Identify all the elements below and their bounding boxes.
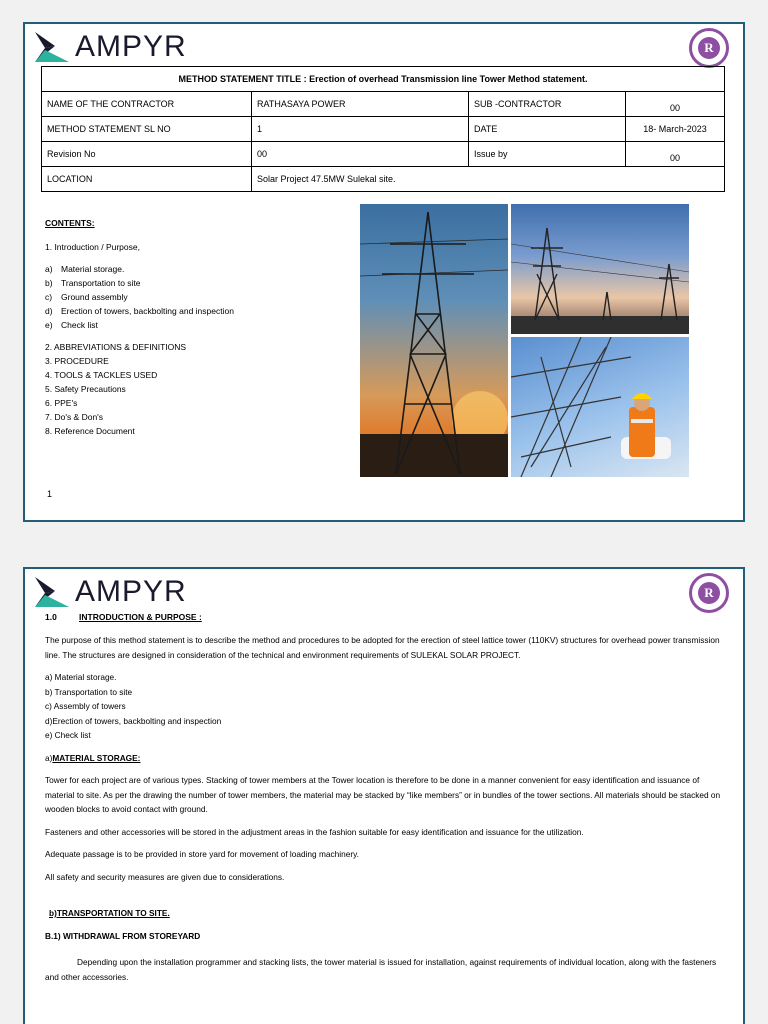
- list-item: a) Material storage.: [45, 264, 125, 274]
- list-item: c) Assembly of towers: [45, 701, 126, 711]
- table-cell: LOCATION: [42, 167, 252, 192]
- list-item: 7. Do's & Don's: [45, 412, 104, 422]
- tower-sunset-photo: [360, 204, 508, 477]
- list-item: e) Check list: [45, 730, 91, 740]
- table-cell: 00: [252, 142, 469, 167]
- ampyr-logo: [33, 29, 187, 65]
- transportation-heading: b)TRANSPORTATION TO SITE.: [49, 908, 170, 918]
- material-paragraph-2: Fasteners and other accessories will be stored in the adjustment areas in the fashion suitable for easy identification and issuance for the utilization.: [45, 826, 584, 837]
- towers-dusk-photo: [511, 204, 689, 334]
- seal-letter: R: [698, 37, 720, 59]
- list-item: a) Material storage.: [45, 672, 117, 682]
- list-item: 5. Safety Precautions: [45, 384, 126, 394]
- table-cell: Solar Project 47.5MW Sulekal site.: [252, 167, 725, 192]
- document-page-1: [23, 22, 745, 522]
- document-page-2: [23, 567, 745, 1024]
- purpose-paragraph: The purpose of this method statement is to describe the method and procedures to be adopted for the erection of steel lattice tower (110KV) structures for overhead power transmission line. The structures are designed in consideration of the technical and environment requirements of SULEKAL SOLAR PROJECT.: [45, 635, 720, 660]
- engineer-tower-photo: [511, 337, 689, 477]
- material-paragraph-1: Tower for each project are of various types. Stacking of tower members at the Tower location is therefore to be done in a manner convenient for easy identification and issuance of material to site. As per the drawing the number of tower members, the material may be stacked by “like members” or in bundles of the tower sections. All materials should be stacked on wooden blocks to avoid contact with ground.: [45, 775, 721, 814]
- list-item: c) Ground assembly: [45, 292, 128, 302]
- rathasaya-seal-logo: [689, 573, 729, 613]
- contents-intro: 1. Introduction / Purpose,: [45, 242, 140, 252]
- table-row: [42, 142, 725, 167]
- ampyr-logo-mark-icon: [33, 29, 71, 65]
- table-cell: NAME OF THE CONTRACTOR: [42, 92, 252, 117]
- table-cell: DATE: [469, 117, 626, 142]
- table-cell: SUB -CONTRACTOR: [469, 92, 626, 117]
- material-paragraph-4: All safety and security measures are given due to considerations.: [45, 871, 285, 882]
- table-cell: METHOD STATEMENT SL NO: [42, 117, 252, 142]
- method-statement-title: METHOD STATEMENT TITLE : Erection of overhead Transmission line Tower Method statement.: [42, 67, 725, 92]
- table-row: [42, 167, 725, 192]
- method-statement-info-table: [41, 66, 725, 192]
- withdrawal-paragraph: Depending upon the installation programmer and stacking lists, the tower material is issued for installation, against requirements of individual location, along with the fasteners and other accessories.: [45, 957, 717, 982]
- table-cell: RATHASAYA POWER: [252, 92, 469, 117]
- brand-name: AMPYR: [75, 575, 187, 608]
- section-title: INTRODUCTION & PURPOSE :: [79, 612, 202, 622]
- list-item: 3. PROCEDURE: [45, 356, 109, 366]
- list-item: 2. ABBREVIATIONS & DEFINITIONS: [45, 342, 187, 352]
- material-storage-heading: a)MATERIAL STORAGE:: [45, 752, 141, 763]
- list-item: 6. PPE's: [45, 398, 78, 408]
- list-item: d) Erection of towers, backbolting and inspection: [45, 306, 234, 316]
- page-number: 1: [47, 489, 53, 499]
- section-number: 1.0: [45, 612, 57, 622]
- list-item: e) Check list: [45, 320, 98, 330]
- material-paragraph-3: Adequate passage is to be provided in store yard for movement of loading machinery.: [45, 849, 359, 859]
- list-item: b) Transportation to site: [45, 686, 133, 697]
- table-cell: 18- March-2023: [626, 117, 725, 142]
- table-cell: 1: [252, 117, 469, 142]
- table-row: [42, 92, 725, 117]
- ampyr-logo-mark-icon: [33, 574, 71, 610]
- rathasaya-seal-logo: [689, 28, 729, 68]
- table-cell: 00: [626, 92, 725, 117]
- contents-heading: CONTENTS:: [45, 218, 95, 228]
- list-item: 4. TOOLS & TACKLES USED: [45, 370, 158, 380]
- table-cell: 00: [626, 142, 725, 167]
- list-item: 8. Reference Document: [45, 426, 135, 436]
- list-item: b) Transportation to site: [45, 278, 141, 288]
- brand-name: AMPYR: [75, 30, 187, 63]
- table-row: [42, 117, 725, 142]
- withdrawal-heading: B.1) WITHDRAWAL FROM STOREYARD: [45, 930, 201, 941]
- contents-list: [45, 218, 365, 438]
- section-heading: [45, 612, 202, 622]
- table-title-row: [42, 67, 725, 92]
- page-body: [45, 633, 725, 992]
- table-cell: Revision No: [42, 142, 252, 167]
- topic-list: [45, 670, 725, 743]
- list-item: d)Erection of towers, backbolting and inspection: [45, 715, 222, 726]
- ampyr-logo: [33, 574, 187, 610]
- table-cell: Issue by: [469, 142, 626, 167]
- seal-letter: R: [698, 582, 720, 604]
